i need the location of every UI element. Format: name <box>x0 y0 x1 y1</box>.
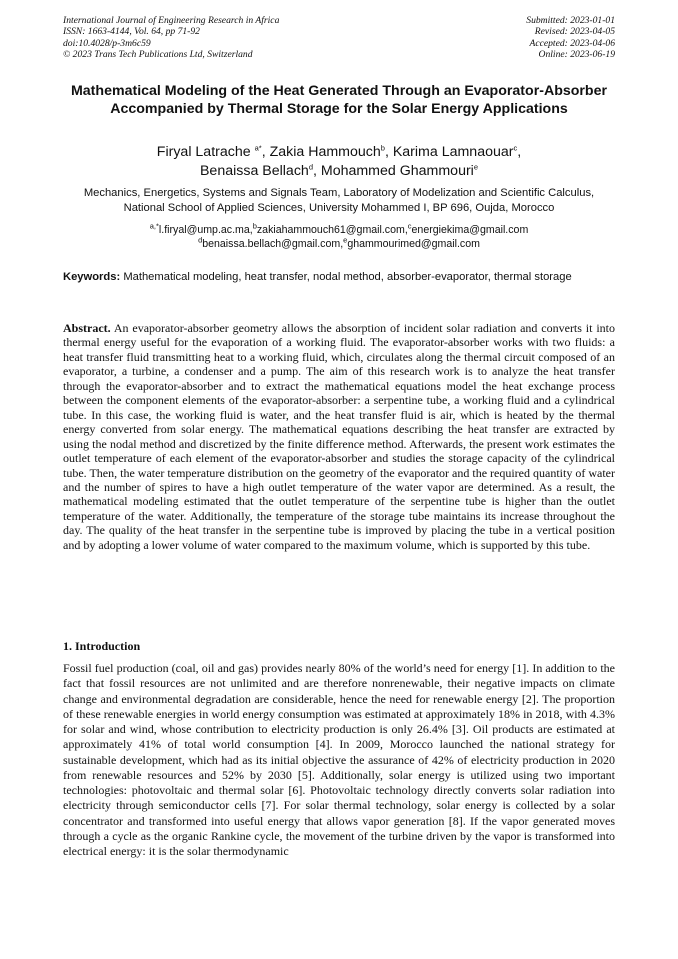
section-heading-introduction: 1. Introduction <box>63 639 141 653</box>
keywords-label: Keywords: <box>63 271 121 283</box>
journal-name: International Journal of Engineering Research in Africa <box>63 15 280 26</box>
author-emails: $^{a,*}$l.firyal@ump.ac.ma,$^b$zakiahammouch61@gmail.com,$^c$energiekima@gmail.com $^d$benaissa.bellach@gmail.com,$^e$ghammourimed@gmail.com <box>149 221 529 250</box>
author-email: benaissa.bellach@gmail.com <box>202 237 341 250</box>
author-affil-mark: b <box>380 143 385 153</box>
author-email: zakiahammouch61@gmail.com <box>256 224 405 236</box>
dates-header <box>526 15 615 61</box>
author-email: energiekima@gmail.com <box>411 224 529 236</box>
author-affil-mark: a* <box>254 143 262 153</box>
author-affil-mark: c <box>513 143 518 153</box>
journal-copyright: © 2023 Trans Tech Publications Ltd, Switzerland <box>63 49 253 61</box>
date-online: Online: 2023-06-19 <box>538 49 615 61</box>
email-mark: d <box>198 235 203 245</box>
paper-title: Mathematical Modeling of the Heat Generated Through an Evaporator-Absorber Accompanied by Thermal Storage for the Solar Energy Applications <box>70 83 608 118</box>
author-affil-mark: e <box>473 162 479 172</box>
journal-header <box>63 15 279 61</box>
email-mark: e <box>343 235 348 245</box>
affiliation: Mechanics, Energetics, Systems and Signals Team, Laboratory of Modelization and Scientific Calculus, National School of Applied Sciences, University Mohammed I, BP 696, Oujda, Morocco <box>83 187 595 214</box>
author-name: Firyal Latrache <box>156 144 251 160</box>
abstract-label: Abstract. <box>63 321 111 335</box>
author-name: Mohammed Ghammouri <box>320 163 474 179</box>
author-affil-mark: d <box>308 162 313 172</box>
author-email: ghammourimed@gmail.com <box>347 237 480 250</box>
journal-doi: doi:10.4028/p-3m6c59 <box>63 37 151 49</box>
email-mark: b <box>252 221 257 231</box>
email-mark: a,* <box>149 221 159 231</box>
author-name: Benaissa Bellach <box>199 163 309 179</box>
abstract <box>63 321 615 552</box>
author-name: Zakia Hammouch <box>269 144 381 160</box>
journal-issn: ISSN: 1663-4144, Vol. 64, pp 71-92 <box>63 26 200 38</box>
author-name: Karima Lamnaouar <box>392 144 514 160</box>
date-submitted: Submitted: 2023-01-01 <box>526 15 615 26</box>
email-mark: c <box>407 221 412 231</box>
introduction-paragraph: Fossil fuel production (coal, oil and gas) provides nearly 80% of the world’s need for energy [1]. In addition to the fact that fossil resources are not unlimited and are therefore nonrenewable, their negative impacts on climate change and environmental degradation are considerable, hence the need for renewable energy [2]. The proportion of these renewable energies in world energy consumption was estimated at approximately 18% in 2018, with 4.3% for solar and wind, whose contribution to electricity production is only 26.4% [3]. Oil products are estimated at approximately 41% of total world consumption [4]. In 2009, Morocco launched the national strategy for sustainable development, which had as its initial objective the assurance of 42% of electricity production in 2020 from renewable resources and 52% by 2030 [5]. Additionally, solar energy is utilized using two important technologies: photovoltaic and thermal solar [6]. Photovoltaic technology directly converts solar radiation into electricity through semiconductor cells [7]. For solar thermal technology, solar energy is collected by a solar concentrator and transformed into useful energy that allows vapor generation [8]. If the vapor generated moves through a cycle as the organic Rankine cycle, the movement of the turbine driven by the vapor is transformed into electrical energy: it is the solar thermodynamic <box>63 661 615 858</box>
date-revised: Revised: 2023-04-05 <box>534 26 615 38</box>
abstract-text: An evaporator-absorber geometry allows the absorption of incident solar radiation and converts it into thermal energy useful for the evaporation of a working fluid. The evaporator-absorber works with two fluids: a heat transfer fluid transmitting heat to a working fluid, which, circulates along the thermal circuit composed of an evaporator, a turbine, a condenser and a pump. The aim of this research work is to analyze the heat transfer through the evaporator-absorber and to extract the mathematical equations model the heat exchange process between the component elements of the evaporator-absorber: a serpentine tube, a working fluid and a cylindrical tube. In this case, the working fluid is water, and the heat transfer fluid is air, which is heated by the thermal energy converted from solar energy. The mathematical equations describing the heat transfer are extracted by using the nodal method and discretized by the finite difference method. Afterwards, the present work estimates the outlet temperature of each element of the evaporator-absorber and studies the storage capacity of the cylindrical tube. Then, the water temperature distribution on the geometry of the evaporator and the required quantity of water and the number of spires to have a high outlet temperature of the water vapor are determined. As a result, the mathematical modeling estimated that the outlet temperature of the serpentine tube is higher than the outlet temperature of the water. Additionally, the temperature of the storage tube maintains its increase throughout the day. The quality of the heat transfer in the serpentine tube is improved by placing the tube in a vertical position and by adopting a lower volume of water compared to the maximum volume, which is supported by this tube. <box>63 321 615 552</box>
keywords-text: Mathematical modeling, heat transfer, nodal method, absorber-evaporator, thermal storage <box>123 271 572 283</box>
date-accepted: Accepted: 2023-04-06 <box>529 37 615 49</box>
author-email: l.firyal@ump.ac.ma <box>158 224 250 236</box>
keywords <box>63 270 615 285</box>
author-list: Firyal Latrache $^{a*}$, Zakia Hammouch$^b$, Karima Lamnaouar$^c$, Benaissa Bellach$^d$, Mohammed Ghammouri$^e$ <box>156 143 522 179</box>
